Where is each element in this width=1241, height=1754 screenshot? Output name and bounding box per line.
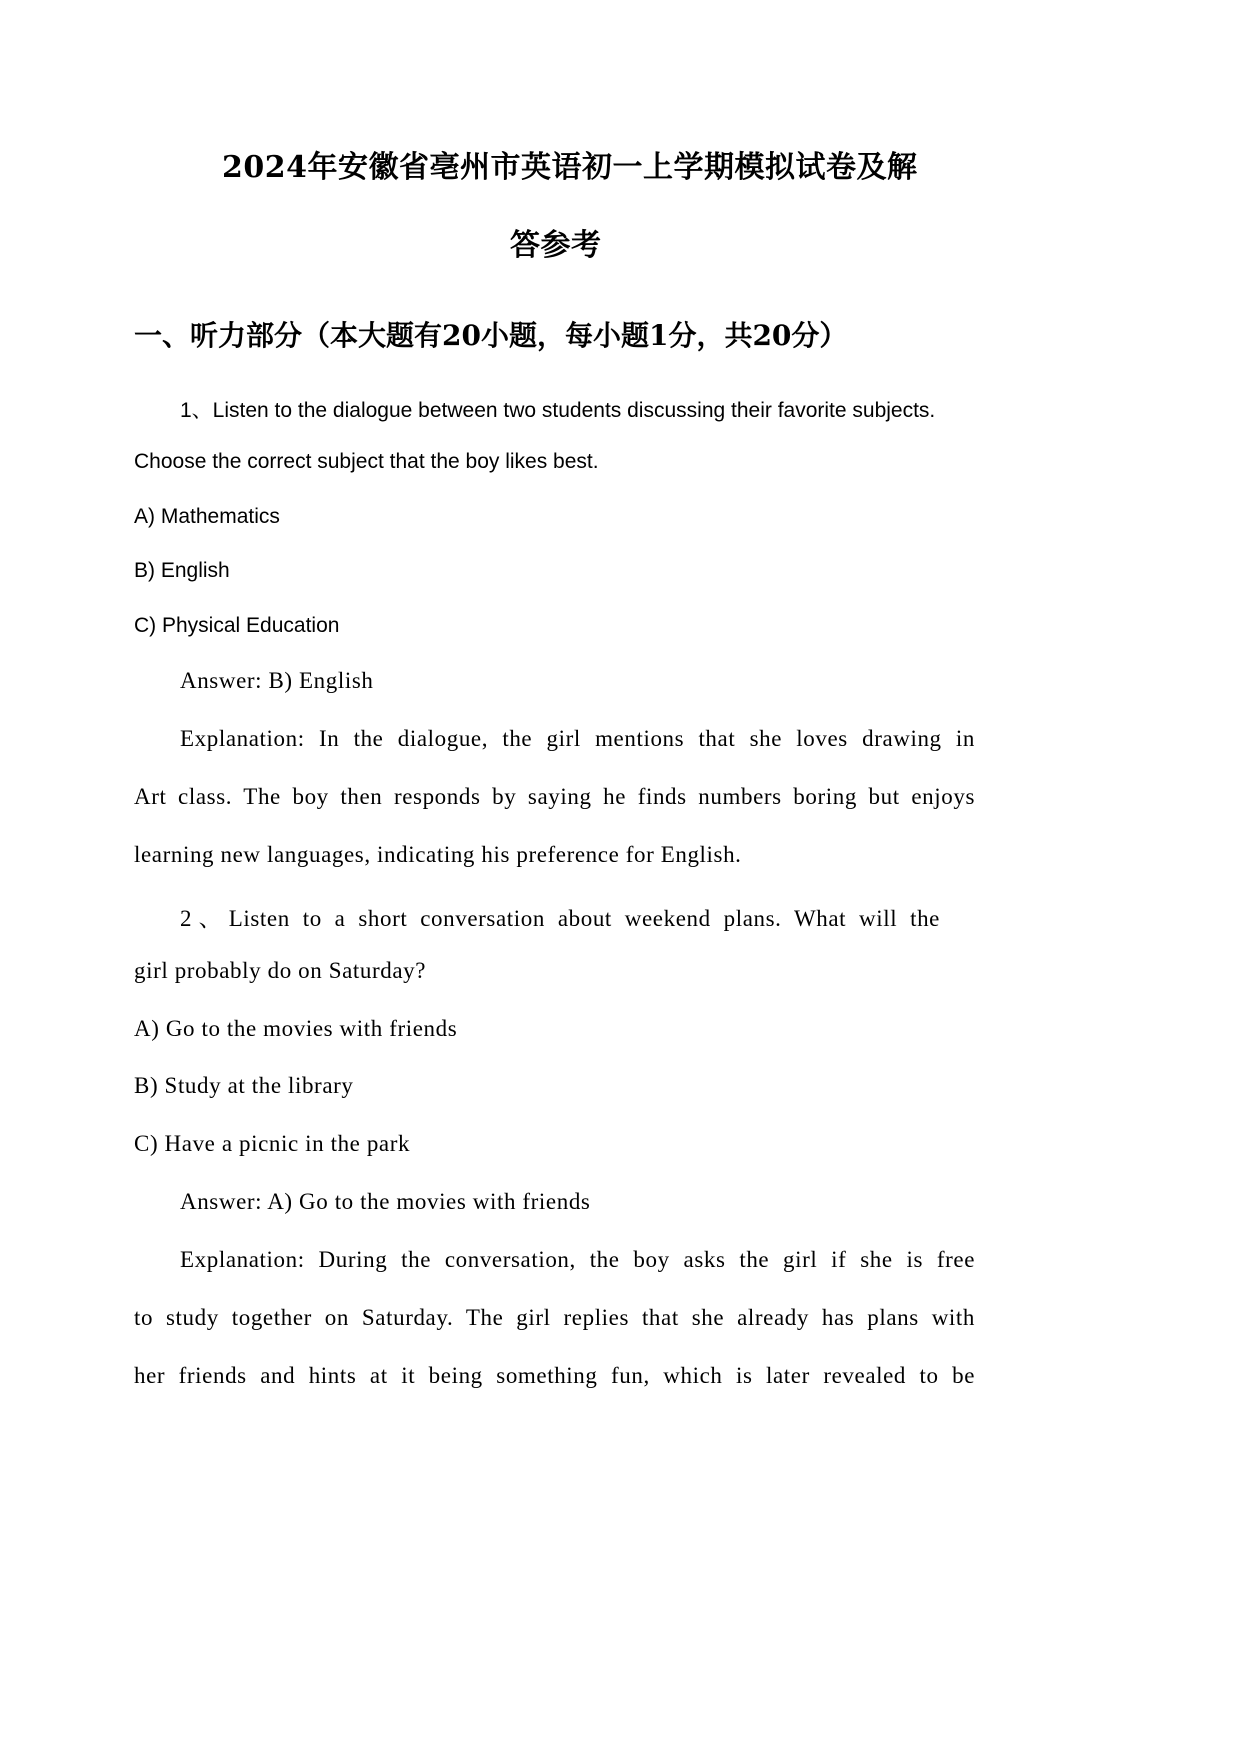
section-heading: 一、听力部分（本大题有20小题，每小题1分，共20分） (134, 319, 848, 352)
question-1-option-b: B) English (134, 559, 230, 582)
question-2-explanation-line3: her friends and hints at it being something fun, which is later revealed to be (134, 1363, 975, 1388)
question-1-option-a: A) Mathematics (134, 505, 280, 528)
question-2-prompt-line2: girl probably do on Saturday? (134, 958, 427, 983)
question-2-option-a: A) Go to the movies with friends (134, 1016, 458, 1041)
document-title-line1: 2024年安徽省亳州市英语初一上学期模拟试卷及解 (222, 150, 918, 185)
question-1-prompt-line1: 1、Listen to the dialogue between two students discussing their favorite subjects. (180, 399, 936, 422)
question-2-explanation-line2: to study together on Saturday. The girl replies that she already has plans with (134, 1305, 975, 1330)
document-title-line2: 答参考 (510, 228, 602, 263)
question-1-explanation-line1: Explanation: In the dialogue, the girl mentions that she loves drawing in (180, 726, 975, 751)
question-2-option-c: C) Have a picnic in the park (134, 1131, 411, 1156)
question-1-option-c: C) Physical Education (134, 614, 340, 637)
question-2-answer: Answer: A) Go to the movies with friends (180, 1189, 591, 1214)
question-1-answer: Answer: B) English (180, 668, 374, 693)
question-1-prompt-line2: Choose the correct subject that the boy likes best. (134, 450, 599, 473)
question-2-prompt-line1: 2、Listen to a short conversation about weekend plans. What will the (180, 906, 940, 931)
question-2-explanation-line1: Explanation: During the conversation, the boy asks the girl if she is free (180, 1247, 975, 1272)
question-2-option-b: B) Study at the library (134, 1073, 354, 1098)
question-1-explanation-line3: learning new languages, indicating his preference for English. (134, 842, 742, 867)
question-1-explanation-line2: Art class. The boy then responds by saying he finds numbers boring but enjoys (134, 784, 975, 809)
